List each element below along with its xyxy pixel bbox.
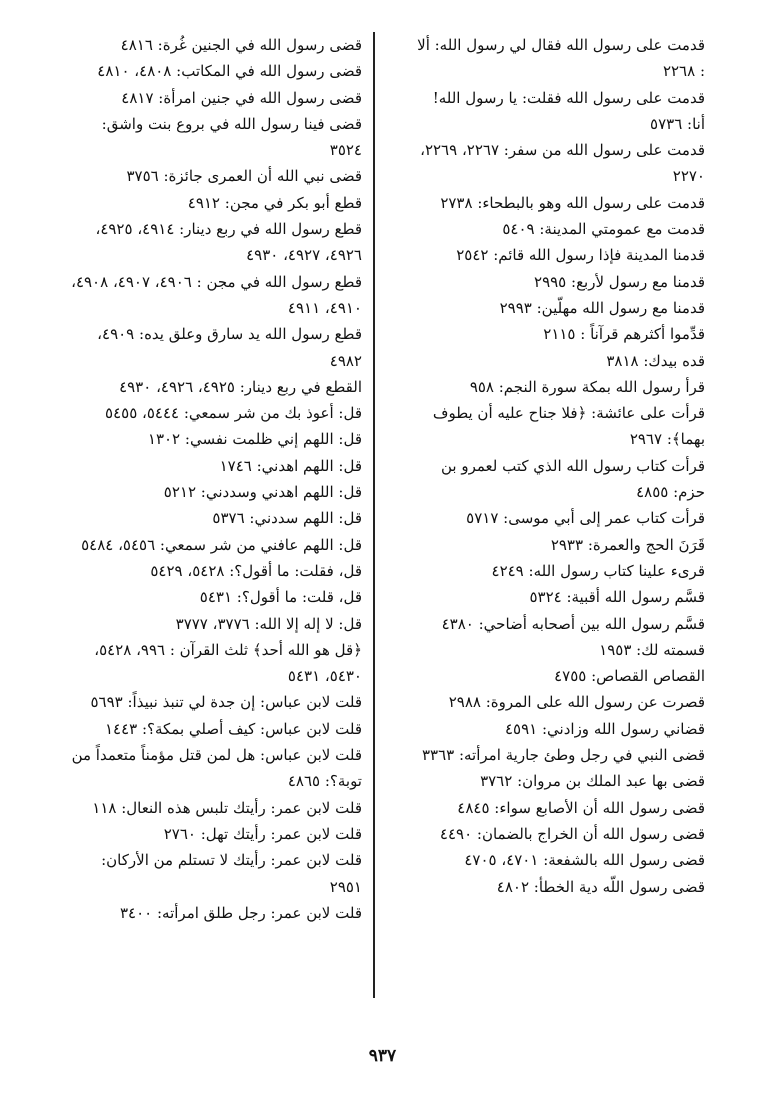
index-entry: قل، فقلت: ما أقول؟: ٥٤٢٨، ٥٤٢٩ xyxy=(150,561,362,580)
index-entry: قضى بها عبد الملك بن مروان: ٣٧٦٢ xyxy=(480,772,705,791)
index-entry: قسَّم رسول الله أقبية: ٥٣٢٤ xyxy=(529,588,705,607)
column-divider xyxy=(373,32,375,998)
index-entry: قدِّموا أكثرهم قرآناً : ٢١١٥ xyxy=(543,325,705,344)
index-entry: قدمنا المدينة فإذا رسول الله قائم: ٢٥٤٢ xyxy=(456,246,705,265)
index-entry: قدمت على رسول الله فقلت: يا رسول الله! أنا: ٥٧٣٦ xyxy=(432,88,705,133)
index-entry: قل: اللهم سددني: ٥٣٧٦ xyxy=(212,509,362,528)
index-entry: قطع رسول الله في مجن : ٤٩٠٦، ٤٩٠٧، ٤٩٠٨، ٤٩١٠، ٤٩١١ xyxy=(71,272,362,317)
index-entry: قرأت كتاب رسول الله الذي كتب لعمرو بن حزم: ٤٨٥٥ xyxy=(440,456,705,502)
index-entry: قل: اللهم اهدني وسددني: ٥٢١٢ xyxy=(163,483,362,502)
index-entry: قطع رسول الله يد سارق وعلق يده: ٤٩٠٩، ٤٩٨٢ xyxy=(97,325,362,370)
index-entry: قرأ رسول الله بمكة سورة النجم: ٩٥٨ xyxy=(469,377,705,396)
index-entry: قضى رسول الله في الجنين غُرة: ٤٨١٦ xyxy=(120,36,362,54)
index-entry: القطع في ربع دينار: ٤٩٢٥، ٤٩٢٦، ٤٩٣٠ xyxy=(119,377,362,396)
index-columns xyxy=(70,32,705,998)
index-entry: قل: اللهم اهدني: ١٧٤٦ xyxy=(219,456,362,475)
index-entry: قضى النبي في رجل وطئ جارية امرأته: ٣٣٦٣ xyxy=(421,746,705,765)
index-entry: قضى رسول الله في المكاتب: ٤٨٠٨، ٤٨١٠ xyxy=(97,62,362,81)
index-entry: قل: اللهم عافني من شر سمعي: ٥٤٥٦، ٥٤٨٤ xyxy=(81,535,362,554)
index-entry: قرأت كتاب عمر إلى أبي موسى: ٥٧١٧ xyxy=(466,509,705,528)
index-entry: قلت لابن عباس: إن جدة لي تنبذ نبيذاً: ٥٦٩٣ xyxy=(90,693,362,712)
index-entry: قضى رسول الله أن الخراج بالضمان: ٤٤٩٠ xyxy=(439,824,705,843)
index-entry: قضاني رسول الله وزادني: ٤٥٩١ xyxy=(504,719,705,738)
index-entry: قدمت على رسول الله وهو بالبطحاء: ٢٧٣٨ xyxy=(440,193,705,212)
index-entry: قدمنا مع رسول لأربع: ٢٩٩٥ xyxy=(534,272,705,291)
index-entry: القصاص القصاص: ٤٧٥٥ xyxy=(554,667,705,686)
index-entry: قَرَنَ الحج والعمرة: ٢٩٣٣ xyxy=(550,535,705,554)
index-entry: قسَّم رسول الله بين أصحابه أضاحي: ٤٣٨٠ xyxy=(441,614,705,633)
index-column-right xyxy=(413,32,705,900)
index-entry: قضى نبي الله أن العمرى جائزة: ٣٧٥٦ xyxy=(126,167,362,186)
index-entry: قل: لا إله إلا الله: ٣٧٧٦، ٣٧٧٧ xyxy=(175,614,362,633)
index-entry: قصرت عن رسول الله على المروة: ٢٩٨٨ xyxy=(448,693,705,712)
index-entry: قلت لابن عمر: رأيتك تلبس هذه النعال: ١١٨ xyxy=(92,798,362,817)
index-entry: قضى رسول الله في جنين امرأة: ٤٨١٧ xyxy=(121,88,362,107)
index-entry: قلت لابن عباس: هل لمن قتل مؤمناً متعمداً من توبة؟: ٤٨٦٥ xyxy=(71,746,362,791)
index-entry: قطع رسول الله في ربع دينار: ٤٩١٤، ٤٩٢٥، ٤٩٢٦، ٤٩٢٧، ٤٩٣٠ xyxy=(95,220,362,265)
index-column-left xyxy=(70,32,362,926)
index-entry: قلت لابن عمر: رأيتك تهل: ٢٧٦٠ xyxy=(163,824,362,843)
index-entry: قده بيدك: ٣٨١٨ xyxy=(606,351,705,370)
index-entry: قدمت مع عمومتي المدينة: ٥٤٠٩ xyxy=(502,220,705,239)
index-entry: قدمنا مع رسول الله مهلّين: ٢٩٩٣ xyxy=(499,298,705,317)
index-entry: قلت لابن عمر: رجل طلق امرأته: ٣٤٠٠ xyxy=(119,903,362,922)
index-entry: قلت لابن عباس: كيف أصلي بمكة؟: ١٤٤٣ xyxy=(104,719,362,738)
index-entry: قل، قلت: ما أقول؟: ٥٤٣١ xyxy=(199,588,362,607)
index-entry: قلت لابن عمر: رأيتك لا تستلم من الأركان: ٢٩٥١ xyxy=(101,851,362,896)
index-entry: قرأت على عائشة: ﴿فلا جناح عليه أن يطوف بهما﴾: ٢٩٦٧ xyxy=(432,404,705,449)
index-entry: قدمت على رسول الله من سفر: ٢٢٦٧، ٢٢٦٩، ٢٢٧٠ xyxy=(420,141,705,186)
index-entry: قضى رسول الله بالشفعة: ٤٧٠١، ٤٧٠٥ xyxy=(464,851,705,870)
index-entry: قل: أعوذ بك من شر سمعي: ٥٤٤٤، ٥٤٥٥ xyxy=(105,404,362,423)
index-entry: قسمته لك: ١٩٥٣ xyxy=(599,640,705,659)
index-entry: قل: اللهم إني ظلمت نفسي: ١٣٠٢ xyxy=(147,430,362,449)
index-entry: قرىء علينا كتاب رسول الله: ٤٢٤٩ xyxy=(491,561,705,580)
index-entry: قطع أبو بكر في مجن: ٤٩١٢ xyxy=(187,193,362,212)
index-entry: قضى رسول اللّه دية الخطأ: ٤٨٠٢ xyxy=(496,877,705,896)
index-entry: قدمت على رسول الله فقال لي رسول الله: ألا : ٢٢٦٨ xyxy=(417,36,705,81)
page-number: ٩٣٧ xyxy=(368,1046,397,1066)
index-entry: قضى رسول الله أن الأصابع سواء: ٤٨٤٥ xyxy=(457,798,705,817)
index-entry: ﴿قل هو الله أحد﴾ ثلث القرآن : ٩٩٦، ٥٤٢٨، ٥٤٣٠، ٥٤٣١ xyxy=(94,640,362,686)
index-entry: قضى فينا رسول الله في بروع بنت واشق: ٣٥٢٤ xyxy=(101,114,362,160)
